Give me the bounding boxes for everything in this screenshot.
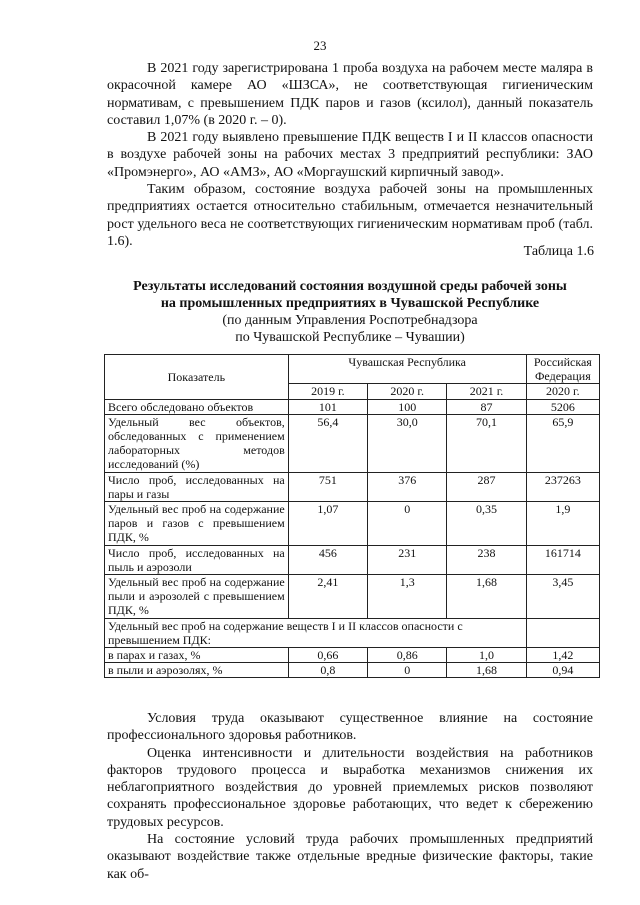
table-row: [105, 545, 600, 574]
row-label: в парах и газах, %: [105, 648, 289, 663]
row-label: в пыли и аэрозолях, %: [105, 663, 289, 678]
paragraph: В 2021 году зарегистрирована 1 проба воздуха на рабочем месте маляра в окрасочной камере АО «ШЗСА», не соответствующая гигиеническим нормативам, с превышением ПДК паров и газов (ксилол), данный показатель составил 1,07% (в 2020 г. – 0).: [107, 61, 593, 128]
cell-value: 1,07: [288, 502, 367, 546]
row-label: Всего обследовано объектов: [105, 399, 289, 414]
cell-value: 231: [368, 545, 447, 574]
row-label: Число проб, исследованных на пыль и аэрозоли: [105, 545, 289, 574]
cell-value: 456: [288, 545, 367, 574]
group-label: Удельный вес проб на содержание веществ I и II классов опасности с превышением ПДК:: [105, 618, 527, 647]
table-row: [105, 472, 600, 501]
cell-value: 1,0: [447, 648, 526, 663]
table-row: [105, 648, 600, 663]
header-indicator: Показатель: [105, 355, 289, 400]
paragraph: Оценка интенсивности и длительности воздействия на работников факторов трудового процесса и выработка механизмов снижения их неблагоприятного воздействия до уровней приемлемых рисков позволяют сохранять профессиональное здоровье работающих, что ведет к сбережению трудовых ресурсов.: [107, 745, 593, 830]
table-subtitle-line: по Чувашской Республике – Чувашии): [235, 330, 465, 345]
cell-value: 1,68: [447, 575, 526, 619]
paragraph: Таким образом, состояние воздуха рабочей зоны на промышленных предприятиях остается относительно стабильным, отмечается незначительный рост удельного веса не соответствующих гигиеническим нормативам проб (табл. 1.6).: [107, 182, 593, 249]
cell-value: 65,9: [526, 414, 599, 472]
table-subtitle-line: (по данным Управления Роспотребнадзора: [222, 313, 478, 328]
cell-value: 2,41: [288, 575, 367, 619]
cell-value: 1,3: [368, 575, 447, 619]
cell-value: 0,86: [368, 648, 447, 663]
table-row: [105, 663, 600, 678]
results-table: [104, 354, 600, 678]
row-label: Удельный вес проб на содержание паров и газов с превышением ПДК, %: [105, 502, 289, 546]
table-number-label: Таблица 1.6: [523, 244, 594, 259]
cell-value: 1,9: [526, 502, 599, 546]
row-label: Удельный вес объектов, обследованных с применением лабораторных методов исследований (%): [105, 414, 289, 472]
table-row: [105, 414, 600, 472]
row-label: Число проб, исследованных на пары и газы: [105, 472, 289, 501]
table-row: [105, 502, 600, 546]
paragraph: На состояние условий труда рабочих промышленных предприятий оказывают воздействие также отдельные вредные физические факторы, такие как об-: [107, 832, 593, 882]
cell-value: 161714: [526, 545, 599, 574]
cell-value: 1,68: [447, 663, 526, 678]
cell-value: 287: [447, 472, 526, 501]
cell-value: 0: [368, 663, 447, 678]
paragraph: Условия труда оказывают существенное влияние на состояние профессионального здоровья работников.: [107, 711, 593, 744]
cell-value: 0,8: [288, 663, 367, 678]
cell-value: 0,66: [288, 648, 367, 663]
cell-value: 0,35: [447, 502, 526, 546]
cell-value: 0,94: [526, 663, 599, 678]
cell-value: 70,1: [447, 414, 526, 472]
paragraph: В 2021 году выявлено превышение ПДК веществ I и II классов опасности в воздухе рабочей зоны на рабочих местах 3 предприятий республики: ЗАО «Промэнерго», АО «АМЗ», АО «Моргаушский кирпичный завод».: [107, 130, 593, 180]
header-year: 2019 г.: [288, 384, 367, 399]
table-heading: [100, 278, 600, 346]
table-title-line: на промышленных предприятиях в Чувашской Республике: [160, 296, 540, 311]
table-group-row: [105, 618, 600, 647]
cell-value: 100: [368, 399, 447, 414]
cell-value: 751: [288, 472, 367, 501]
cell-value: 87: [447, 399, 526, 414]
table-header-row: [105, 355, 600, 384]
cell-value: 3,45: [526, 575, 599, 619]
header-federation: Российская Федерация: [526, 355, 599, 384]
outro-text: [107, 710, 593, 883]
table-title-line: Результаты исследований состояния воздушной среды рабочей зоны: [133, 279, 567, 294]
intro-text: [107, 60, 593, 250]
cell-value: 0: [368, 502, 447, 546]
header-year: 2020 г.: [368, 384, 447, 399]
cell-value: 30,0: [368, 414, 447, 472]
cell-value: 101: [288, 399, 367, 414]
table-row: [105, 575, 600, 619]
header-year: 2020 г.: [526, 384, 599, 399]
cell-value: 1,42: [526, 648, 599, 663]
row-label: Удельный вес проб на содержание пыли и аэрозолей с превышением ПДК, %: [105, 575, 289, 619]
cell-value: 56,4: [288, 414, 367, 472]
header-year: 2021 г.: [447, 384, 526, 399]
table-row: [105, 399, 600, 414]
cell-value: 237263: [526, 472, 599, 501]
empty-cell: [526, 618, 599, 647]
page-number: 23: [313, 38, 327, 53]
header-region: Чувашская Республика: [288, 355, 526, 384]
cell-value: 238: [447, 545, 526, 574]
cell-value: 5206: [526, 399, 599, 414]
cell-value: 376: [368, 472, 447, 501]
